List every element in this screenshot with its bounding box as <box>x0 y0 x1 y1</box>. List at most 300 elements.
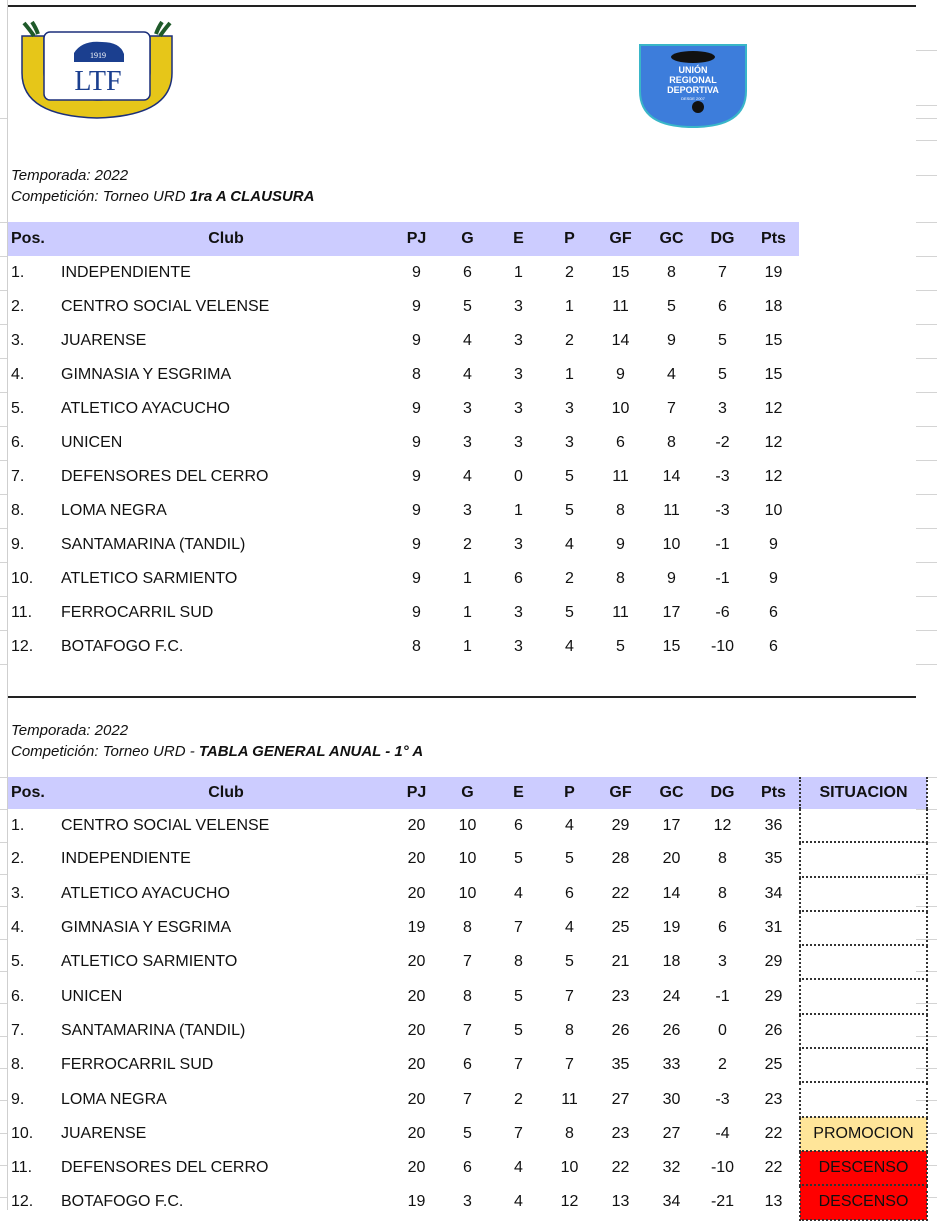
pts-cell: 6 <box>769 638 778 655</box>
svg-text:DEPORTIVA: DEPORTIVA <box>667 85 719 95</box>
gf-cell: 27 <box>611 1090 630 1108</box>
gridline <box>0 324 7 325</box>
gridline <box>916 392 937 393</box>
gf-cell: 35 <box>611 1056 630 1074</box>
gf-cell: 25 <box>611 919 630 937</box>
table-row <box>8 596 799 630</box>
gridline <box>916 630 937 631</box>
gridline <box>0 1133 7 1134</box>
gridline <box>916 596 937 597</box>
urd-logo-icon <box>638 43 748 129</box>
pj-cell: 20 <box>407 1056 426 1074</box>
pts-cell: 31 <box>764 919 783 937</box>
pos-cell: 12. <box>11 638 34 655</box>
table-row <box>8 877 927 911</box>
club-cell: JUARENSE <box>61 332 147 349</box>
gc-cell: 9 <box>667 332 676 349</box>
g-cell: 10 <box>458 816 477 834</box>
dg-cell: 0 <box>718 1021 727 1039</box>
pos-cell: 6. <box>11 987 25 1005</box>
pts-cell: 25 <box>764 1056 783 1074</box>
dg-cell: 8 <box>718 884 727 902</box>
gc-cell: 9 <box>667 570 676 587</box>
dg-cell: 5 <box>718 332 727 349</box>
table-row <box>8 392 799 426</box>
gf-cell: 14 <box>611 332 630 349</box>
situation-cell <box>800 1048 927 1082</box>
gc-cell: 19 <box>662 919 681 937</box>
column-header-g: G <box>442 222 493 256</box>
gridline <box>916 528 937 529</box>
table-row <box>8 1082 927 1116</box>
club-cell: FERROCARRIL SUD <box>61 1056 214 1074</box>
p-cell: 4 <box>565 919 574 937</box>
gridline <box>0 1036 7 1037</box>
dg-cell: -4 <box>715 1124 730 1142</box>
p-cell: 2 <box>565 332 574 349</box>
e-cell: 3 <box>514 332 523 349</box>
pj-cell: 8 <box>412 366 421 383</box>
season-label: Temporada: 2022 <box>11 722 129 739</box>
dg-cell: -2 <box>715 434 730 451</box>
gf-cell: 13 <box>611 1193 630 1211</box>
club-cell: UNICEN <box>61 987 123 1005</box>
pj-cell: 20 <box>407 1124 426 1142</box>
pos-cell: 5. <box>11 400 25 417</box>
dg-cell: -10 <box>710 1159 735 1177</box>
club-cell: SANTAMARINA (TANDIL) <box>61 1021 246 1039</box>
column-header-p: P <box>544 222 595 256</box>
gridline <box>0 906 7 907</box>
g-cell: 3 <box>463 434 472 451</box>
pts-cell: 22 <box>764 1159 783 1177</box>
situation-cell <box>800 842 927 876</box>
e-cell: 6 <box>514 570 523 587</box>
gridline <box>916 140 937 141</box>
gridline <box>0 1003 7 1004</box>
table-row <box>8 1185 927 1219</box>
dg-cell: 3 <box>718 953 727 971</box>
p-cell: 12 <box>560 1193 579 1211</box>
pj-cell: 9 <box>412 502 421 519</box>
situation-cell: DESCENSO <box>800 1185 927 1219</box>
gridline <box>916 562 937 563</box>
gf-cell: 28 <box>611 850 630 868</box>
pts-cell: 19 <box>764 264 783 281</box>
pts-cell: 23 <box>764 1090 783 1108</box>
table-row <box>8 256 799 290</box>
pj-cell: 20 <box>407 884 426 902</box>
gf-cell: 9 <box>616 536 625 553</box>
gf-cell: 29 <box>611 816 630 834</box>
column-header-e: E <box>493 777 544 809</box>
situation-cell <box>800 979 927 1013</box>
column-header-e: E <box>493 222 544 256</box>
club-cell: LOMA NEGRA <box>61 1090 167 1108</box>
gridline <box>0 596 7 597</box>
situation-cell <box>800 809 927 842</box>
gf-cell: 6 <box>616 434 625 451</box>
gc-cell: 15 <box>662 638 681 655</box>
p-cell: 5 <box>565 468 574 485</box>
gc-cell: 4 <box>667 366 676 383</box>
e-cell: 7 <box>514 1124 523 1142</box>
p-cell: 8 <box>565 1021 574 1039</box>
e-cell: 3 <box>514 638 523 655</box>
p-cell: 2 <box>565 264 574 281</box>
p-cell: 7 <box>565 987 574 1005</box>
pj-cell: 20 <box>407 1021 426 1039</box>
gridline <box>916 324 937 325</box>
table-row <box>8 426 799 460</box>
pts-cell: 29 <box>764 987 783 1005</box>
pts-cell: 18 <box>764 298 783 315</box>
dg-cell: 6 <box>718 919 727 937</box>
pos-cell: 3. <box>11 332 25 349</box>
g-cell: 8 <box>463 987 472 1005</box>
gc-cell: 10 <box>662 536 681 553</box>
season-label: Temporada: 2022 <box>11 167 129 184</box>
gridline <box>916 50 937 51</box>
gridline <box>0 664 7 665</box>
p-cell: 10 <box>560 1159 579 1177</box>
pos-cell: 8. <box>11 502 25 519</box>
e-cell: 5 <box>514 987 523 1005</box>
p-cell: 4 <box>565 536 574 553</box>
column-header-pj: PJ <box>391 777 442 809</box>
gf-cell: 22 <box>611 884 630 902</box>
club-cell: FERROCARRIL SUD <box>61 604 214 621</box>
pts-cell: 10 <box>764 502 783 519</box>
gc-cell: 33 <box>662 1056 681 1074</box>
column-header-dg: DG <box>697 777 748 809</box>
pj-cell: 19 <box>407 919 426 937</box>
g-cell: 6 <box>463 1159 472 1177</box>
gridline <box>916 494 937 495</box>
column-header-gc: GC <box>646 777 697 809</box>
table-row <box>8 809 927 842</box>
gridline <box>0 426 7 427</box>
dg-cell: -1 <box>715 570 730 587</box>
table-row <box>8 911 927 945</box>
gc-cell: 14 <box>662 468 681 485</box>
column-header-dg: DG <box>697 222 748 256</box>
table-row <box>8 460 799 494</box>
gf-cell: 11 <box>612 604 629 621</box>
situation-cell <box>800 911 927 945</box>
dg-cell: -3 <box>715 468 730 485</box>
e-cell: 4 <box>514 884 523 902</box>
e-cell: 3 <box>514 604 523 621</box>
e-cell: 0 <box>514 468 523 485</box>
dg-cell: 6 <box>718 298 727 315</box>
dg-cell: -3 <box>715 502 730 519</box>
situation-cell <box>800 1082 927 1116</box>
pos-cell: 2. <box>11 298 25 315</box>
pj-cell: 20 <box>407 850 426 868</box>
e-cell: 3 <box>514 536 523 553</box>
pts-cell: 9 <box>769 570 778 587</box>
club-cell: GIMNASIA Y ESGRIMA <box>61 919 232 937</box>
table-row <box>8 1048 927 1082</box>
pts-cell: 12 <box>764 434 783 451</box>
g-cell: 2 <box>463 536 472 553</box>
svg-text:REGIONAL: REGIONAL <box>669 75 717 85</box>
pos-cell: 10. <box>11 570 34 587</box>
column-header-pos: Pos. <box>8 777 61 809</box>
pos-cell: 12. <box>11 1193 34 1211</box>
e-cell: 5 <box>514 850 523 868</box>
club-cell: BOTAFOGO F.C. <box>61 1193 184 1211</box>
g-cell: 10 <box>458 884 477 902</box>
gc-cell: 8 <box>667 264 676 281</box>
pj-cell: 9 <box>412 400 421 417</box>
club-cell: GIMNASIA Y ESGRIMA <box>61 366 232 383</box>
svg-text:LTF: LTF <box>74 66 122 97</box>
dg-cell: -3 <box>715 1090 730 1108</box>
pj-cell: 9 <box>412 604 421 621</box>
pj-cell: 9 <box>412 536 421 553</box>
pos-cell: 1. <box>11 816 25 834</box>
gridline <box>0 630 7 631</box>
gridline <box>0 392 7 393</box>
pts-cell: 22 <box>764 1124 783 1142</box>
competition-label: Competición: Torneo URD - TABLA GENERAL ANUAL - 1° A <box>11 743 424 760</box>
pos-cell: 2. <box>11 850 25 868</box>
e-cell: 3 <box>514 400 523 417</box>
pts-cell: 12 <box>764 400 783 417</box>
gridline <box>0 494 7 495</box>
e-cell: 8 <box>514 953 523 971</box>
table-row <box>8 528 799 562</box>
pts-cell: 29 <box>764 953 783 971</box>
gridline <box>0 562 7 563</box>
p-cell: 2 <box>565 570 574 587</box>
dg-cell: -10 <box>710 638 735 655</box>
pos-cell: 11. <box>11 604 33 621</box>
gridline <box>0 939 7 940</box>
p-cell: 5 <box>565 850 574 868</box>
column-header-gf: GF <box>595 222 646 256</box>
dg-cell: -1 <box>715 536 730 553</box>
p-cell: 5 <box>565 953 574 971</box>
p-cell: 8 <box>565 1124 574 1142</box>
club-cell: UNICEN <box>61 434 123 451</box>
pos-cell: 9. <box>11 536 25 553</box>
gf-cell: 21 <box>611 953 630 971</box>
table-row <box>8 979 927 1013</box>
club-cell: SANTAMARINA (TANDIL) <box>61 536 246 553</box>
svg-text:DESDE 2007: DESDE 2007 <box>681 96 705 101</box>
gf-cell: 9 <box>616 366 625 383</box>
column-header-pos: Pos. <box>8 222 61 256</box>
dg-cell: -6 <box>715 604 730 621</box>
e-cell: 1 <box>514 264 523 281</box>
gc-cell: 18 <box>662 953 681 971</box>
pj-cell: 20 <box>407 987 426 1005</box>
club-cell: BOTAFOGO F.C. <box>61 638 184 655</box>
club-cell: LOMA NEGRA <box>61 502 167 519</box>
gc-cell: 7 <box>667 400 676 417</box>
section-divider <box>8 696 916 698</box>
club-cell: ATLETICO SARMIENTO <box>61 570 238 587</box>
column-header-gf: GF <box>595 777 646 809</box>
p-cell: 5 <box>565 502 574 519</box>
pj-cell: 8 <box>412 638 421 655</box>
club-cell: DEFENSORES DEL CERRO <box>61 1159 269 1177</box>
p-cell: 6 <box>565 884 574 902</box>
gf-cell: 11 <box>612 298 629 315</box>
pts-cell: 12 <box>764 468 783 485</box>
pj-cell: 20 <box>407 1159 426 1177</box>
p-cell: 4 <box>565 816 574 834</box>
g-cell: 1 <box>463 604 472 621</box>
g-cell: 3 <box>463 400 472 417</box>
situation-cell: DESCENSO <box>800 1151 927 1185</box>
pts-cell: 26 <box>764 1021 783 1039</box>
g-cell: 1 <box>463 570 472 587</box>
pj-cell: 9 <box>412 298 421 315</box>
gf-cell: 23 <box>611 1124 630 1142</box>
gridline <box>0 809 7 810</box>
gf-cell: 22 <box>611 1159 630 1177</box>
e-cell: 6 <box>514 816 523 834</box>
ltf-logo-icon <box>12 18 182 123</box>
pos-cell: 4. <box>11 919 25 937</box>
dg-cell: 3 <box>718 400 727 417</box>
competition-label: Competición: Torneo URD 1ra A CLAUSURA <box>11 188 315 205</box>
club-cell: DEFENSORES DEL CERRO <box>61 468 269 485</box>
situation-cell <box>800 1014 927 1048</box>
e-cell: 7 <box>514 919 523 937</box>
pos-cell: 1. <box>11 264 25 281</box>
dg-cell: 8 <box>718 850 727 868</box>
dg-cell: 2 <box>718 1056 727 1074</box>
gridline <box>0 358 7 359</box>
gridline <box>916 358 937 359</box>
club-cell: ATLETICO AYACUCHO <box>61 884 230 902</box>
gridline <box>0 256 7 257</box>
p-cell: 3 <box>565 400 574 417</box>
table-row <box>8 494 799 528</box>
e-cell: 1 <box>514 502 523 519</box>
clausura-standings-table <box>8 222 799 664</box>
g-cell: 3 <box>463 502 472 519</box>
gf-cell: 11 <box>612 468 629 485</box>
svg-text:1919: 1919 <box>90 51 106 60</box>
gc-cell: 32 <box>662 1159 681 1177</box>
top-border <box>8 5 916 7</box>
e-cell: 5 <box>514 1021 523 1039</box>
column-header-pts: Pts <box>748 777 800 809</box>
gridline <box>916 118 937 119</box>
gf-cell: 23 <box>611 987 630 1005</box>
g-cell: 4 <box>463 332 472 349</box>
gridline <box>0 528 7 529</box>
svg-text:UNIÓN: UNIÓN <box>678 65 708 75</box>
column-header-pj: PJ <box>391 222 442 256</box>
table-row <box>8 945 927 979</box>
gc-cell: 24 <box>662 987 681 1005</box>
table-row <box>8 1151 927 1185</box>
pos-cell: 9. <box>11 1090 25 1108</box>
situation-cell: PROMOCION <box>800 1117 927 1151</box>
pos-cell: 4. <box>11 366 25 383</box>
g-cell: 7 <box>463 953 472 971</box>
e-cell: 7 <box>514 1056 523 1074</box>
pos-cell: 10. <box>11 1124 34 1142</box>
dg-cell: -21 <box>710 1193 735 1211</box>
pj-cell: 19 <box>407 1193 426 1211</box>
table-row <box>8 1117 927 1151</box>
g-cell: 1 <box>463 638 472 655</box>
gridline <box>916 426 937 427</box>
gf-cell: 5 <box>616 638 625 655</box>
gridline <box>0 1165 7 1166</box>
pj-cell: 9 <box>412 332 421 349</box>
gridline <box>0 777 7 778</box>
club-cell: CENTRO SOCIAL VELENSE <box>61 298 270 315</box>
pos-cell: 7. <box>11 1021 25 1039</box>
gc-cell: 11 <box>663 502 680 519</box>
pos-cell: 11. <box>11 1159 33 1177</box>
g-cell: 3 <box>463 1193 472 1211</box>
g-cell: 5 <box>463 1124 472 1142</box>
situation-cell <box>800 877 927 911</box>
gridline <box>916 460 937 461</box>
gridline <box>916 105 937 106</box>
pos-cell: 3. <box>11 884 25 902</box>
sheet-row-gutter <box>0 0 8 1210</box>
table-row <box>8 1014 927 1048</box>
table-row <box>8 290 799 324</box>
e-cell: 3 <box>514 298 523 315</box>
p-cell: 11 <box>561 1090 578 1108</box>
club-cell: INDEPENDIENTE <box>61 264 191 281</box>
g-cell: 5 <box>463 298 472 315</box>
gridline <box>916 175 937 176</box>
p-cell: 4 <box>565 638 574 655</box>
gc-cell: 8 <box>667 434 676 451</box>
gridline <box>916 664 937 665</box>
gridline <box>0 290 7 291</box>
g-cell: 7 <box>463 1090 472 1108</box>
pts-cell: 6 <box>769 604 778 621</box>
column-header-pts: Pts <box>748 222 799 256</box>
pts-cell: 15 <box>764 366 783 383</box>
p-cell: 1 <box>565 298 574 315</box>
situation-cell <box>800 945 927 979</box>
gc-cell: 30 <box>662 1090 681 1108</box>
p-cell: 7 <box>565 1056 574 1074</box>
pts-cell: 9 <box>769 536 778 553</box>
gc-cell: 34 <box>662 1193 681 1211</box>
column-header-p: P <box>544 777 595 809</box>
gridline <box>0 1197 7 1198</box>
p-cell: 3 <box>565 434 574 451</box>
g-cell: 4 <box>463 468 472 485</box>
g-cell: 10 <box>458 850 477 868</box>
pj-cell: 9 <box>412 468 421 485</box>
e-cell: 4 <box>514 1193 523 1211</box>
gridline <box>0 1100 7 1101</box>
g-cell: 6 <box>463 1056 472 1074</box>
e-cell: 3 <box>514 366 523 383</box>
g-cell: 8 <box>463 919 472 937</box>
g-cell: 7 <box>463 1021 472 1039</box>
p-cell: 1 <box>565 366 574 383</box>
e-cell: 3 <box>514 434 523 451</box>
